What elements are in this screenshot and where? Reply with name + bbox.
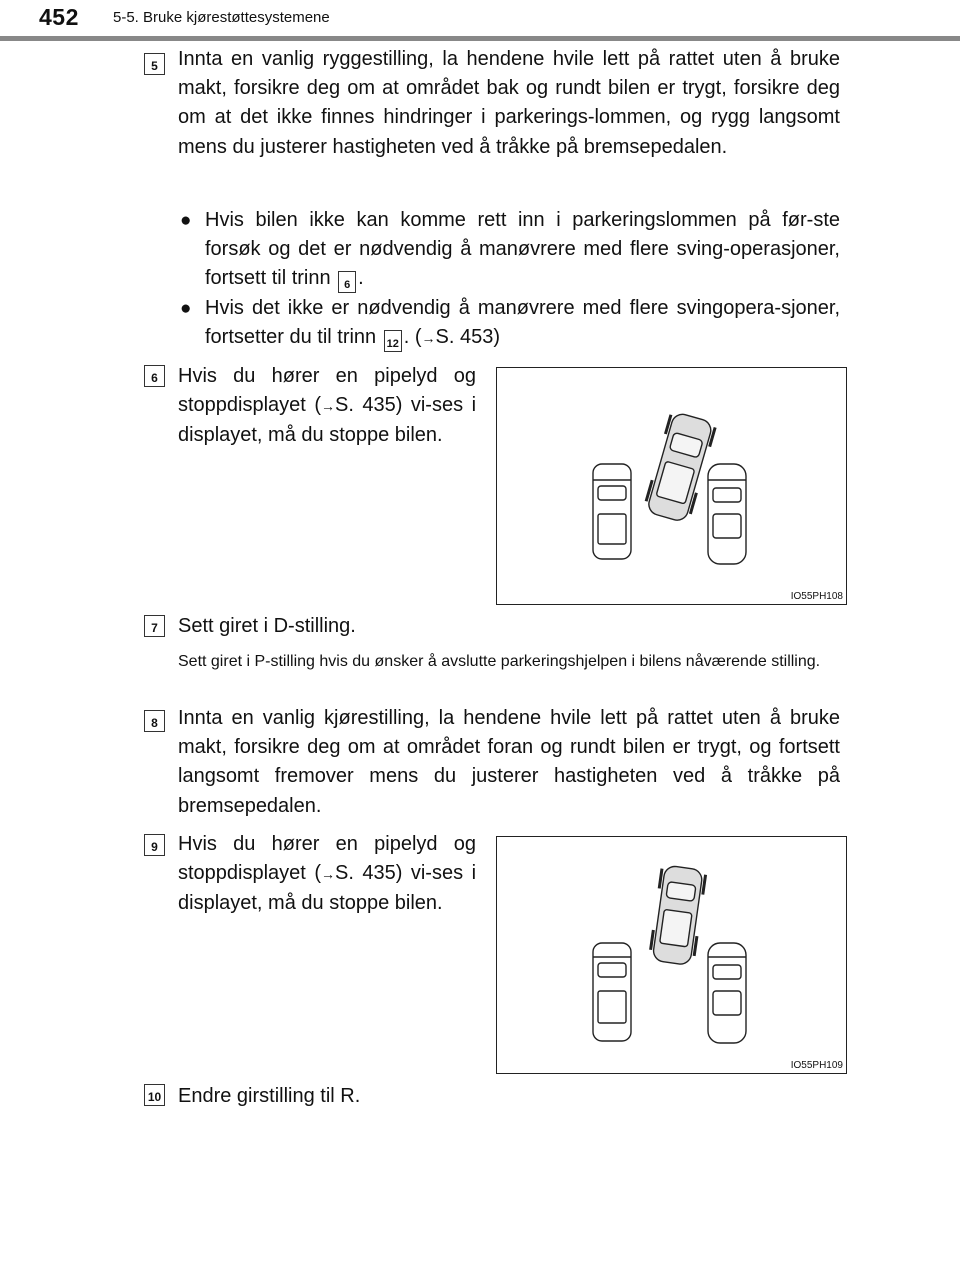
step-5-number: 5 (144, 53, 165, 75)
figure-code: IO55PH109 (790, 1060, 843, 1071)
step-9-text (178, 830, 476, 919)
step-9-number: 9 (144, 834, 165, 856)
step-7-number: 7 (144, 615, 165, 637)
parked-car-left (593, 943, 631, 1041)
bullet-2-end-a: . ( (403, 326, 422, 349)
step-7-text: Sett giret i D-stilling. (178, 615, 356, 637)
bullet-1-text: Hvis bilen ikke kan komme rett inn i parkeringslommen på før-ste forsøk og det er nødvendig å manøvrere med flere sving-operasjoner, fortsett til trinn (205, 209, 840, 290)
step-6-text (178, 362, 476, 451)
parking-illustration (497, 368, 845, 603)
step-10-number: 10 (144, 1084, 165, 1106)
header-rule (0, 36, 960, 41)
bullet-2-text: Hvis det ikke er nødvendig å manøvrere med flere svingopera-sjoner, fortsetter du til trinn (205, 297, 840, 349)
parking-illustration (497, 837, 845, 1072)
step-9-text-b: S. 435) vi-ses i displayet, må du stoppe bilen. (178, 862, 477, 915)
step-5-bullet-1 (180, 206, 840, 294)
parked-car-right (708, 943, 746, 1043)
step-7-note: Sett giret i P-stilling hvis du ønsker å avslutte parkeringshjelpen i bilens nåværende stilling. (178, 653, 821, 670)
section-title: 5-5. Bruke kjørestøttesystemene (113, 9, 330, 26)
step-10-text: Endre girstilling til R. (178, 1085, 361, 1107)
step-6-text-a: Hvis du hører en pipelyd og stoppdisplayet ( (178, 365, 476, 417)
arrow-icon: → (321, 398, 335, 415)
figure-parking-reverse (496, 367, 847, 605)
moving-car (643, 411, 716, 524)
bullet-2-end-b: S. 453) (435, 326, 501, 349)
parked-car-left (593, 464, 631, 559)
parked-car-right (708, 464, 746, 564)
bullet-icon: ● (180, 298, 192, 319)
arrow-icon: → (421, 330, 436, 347)
step-5-bullet-2 (180, 294, 840, 353)
step-8-number: 8 (144, 710, 165, 732)
step-5-text: Innta en vanlig ryggestilling, la hendene hvile lett på rattet uten å bruke makt, forsikre deg om at området bak og rundt bilen er trygt, forsikre deg om at det ikke finnes hindringer i parkerings-lommen, og rygg langsomt mens du justerer hastigheten ved å tråkke på bremsepedalen. (178, 48, 840, 158)
arrow-icon: → (321, 866, 335, 883)
bullet-icon: ● (180, 210, 192, 231)
bullet-1-end: . (358, 267, 364, 290)
step-6-text-b: S. 435) vi-ses i displayet, må du stoppe bilen. (178, 394, 477, 447)
figure-parking-forward (496, 836, 847, 1074)
page-number: 452 (39, 4, 79, 30)
step-8-text: Innta en vanlig kjørestilling, la hendene hvile lett på rattet uten å bruke makt, forsikre deg om at området foran og rundt bilen er trygt, og fortsett langsomt fremover mens du justerer hastigheten ved å tråkke på bremsepedalen. (178, 707, 840, 817)
step-ref-6: 6 (338, 271, 356, 293)
moving-car (649, 865, 706, 966)
step-9-text-a: Hvis du hører en pipelyd og stoppdisplayet ( (178, 833, 476, 885)
step-ref-12: 12 (384, 330, 402, 352)
figure-code: IO55PH108 (790, 591, 843, 602)
step-6-number: 6 (144, 365, 165, 387)
